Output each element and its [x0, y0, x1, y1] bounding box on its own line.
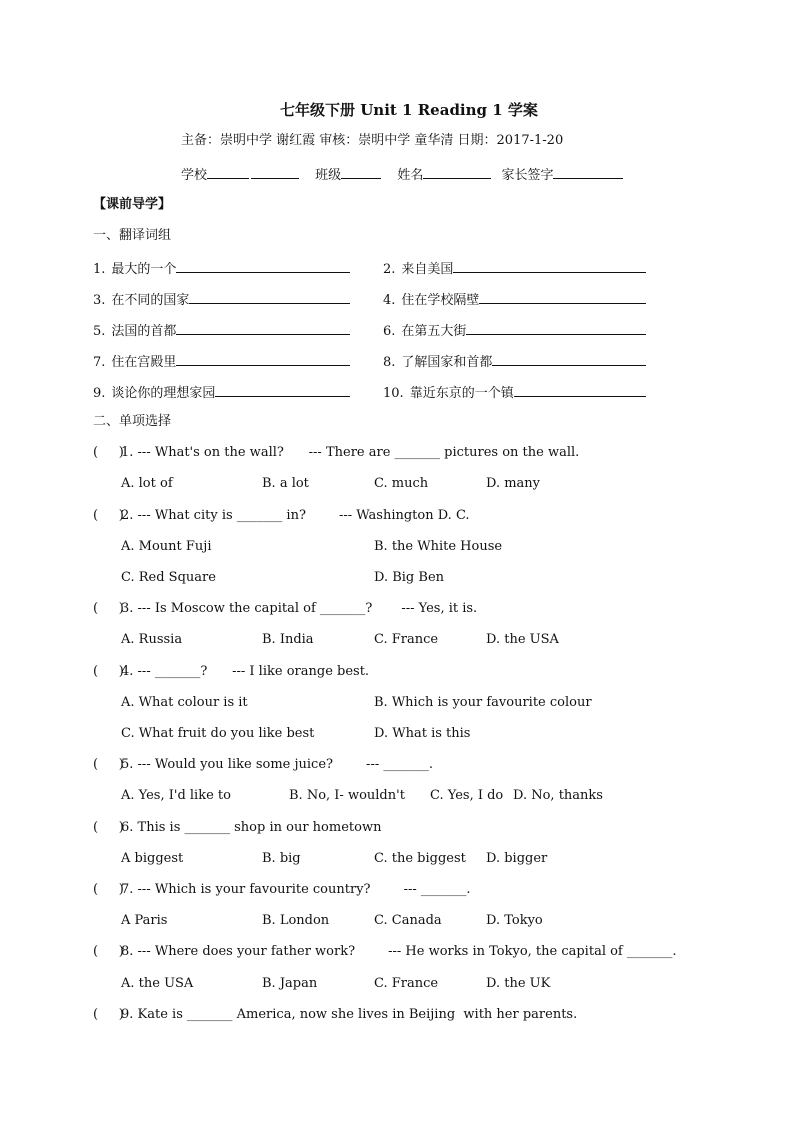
answer-blank[interactable] [176, 352, 350, 366]
option-a: A. Yes, I'd like to [121, 788, 231, 803]
option-b: B. big [262, 851, 301, 866]
question-row [93, 882, 471, 898]
item-number: 4. [383, 293, 396, 308]
school-blank[interactable] [207, 165, 249, 179]
item-number: 3. [93, 293, 106, 308]
name-label: 姓名 [397, 168, 424, 183]
translation-item [383, 321, 646, 340]
item-number: 1. [93, 262, 106, 277]
translation-item [383, 290, 646, 309]
answer-parentheses[interactable]: ( ) [93, 757, 124, 772]
class-label: 班级 [315, 168, 342, 183]
school-blank-2[interactable] [251, 165, 299, 179]
option-d: D. Tokyo [486, 913, 543, 928]
answer-parentheses[interactable]: ( ) [93, 882, 124, 897]
section-pre-study: 【课前导学】 [93, 197, 172, 212]
question-text: 2. --- What city is _______ in? --- Washington D. C. [121, 508, 470, 523]
option-a: A. the USA [121, 976, 194, 991]
question-row [93, 601, 477, 617]
answer-blank[interactable] [479, 290, 646, 304]
option-c: C. What fruit do you like best [121, 726, 315, 741]
option-c: C. Yes, I do [430, 788, 504, 803]
question-text: 3. --- Is Moscow the capital of _______? --- Yes, it is. [121, 601, 478, 616]
part2-heading: 二、单项选择 [93, 414, 172, 429]
item-number: 9. [93, 386, 106, 401]
item-number: 7. [93, 355, 106, 370]
translation-item [93, 352, 350, 371]
question-row [93, 664, 369, 680]
answer-parentheses[interactable]: ( ) [93, 664, 124, 679]
answer-parentheses[interactable]: ( ) [93, 508, 124, 523]
part1-heading: 一、翻译词组 [93, 228, 172, 243]
option-b: B. India [262, 632, 314, 647]
item-number: 2. [383, 262, 396, 277]
option-d: D. the UK [486, 976, 551, 991]
item-number: 10. [383, 386, 404, 401]
option-c: C. Canada [374, 913, 442, 928]
answer-parentheses[interactable]: ( ) [93, 1007, 124, 1022]
question-row [93, 445, 579, 461]
option-a: A. Mount Fuji [121, 539, 212, 554]
option-d: D. the USA [486, 632, 559, 647]
name-blank[interactable] [423, 165, 491, 179]
page-title: 七年级下册 Unit 1 Reading 1 学案 [280, 101, 538, 119]
translation-item [93, 290, 350, 309]
translation-item [93, 259, 350, 278]
item-phrase: 靠近东京的一个镇 [409, 386, 514, 401]
option-a: A Paris [121, 913, 168, 928]
answer-blank[interactable] [453, 259, 646, 273]
item-number: 8. [383, 355, 396, 370]
translation-item [383, 352, 646, 371]
class-blank[interactable] [341, 165, 381, 179]
answer-blank[interactable] [492, 352, 646, 366]
answer-blank[interactable] [514, 383, 646, 397]
option-a: A biggest [121, 851, 184, 866]
answer-blank[interactable] [176, 321, 350, 335]
answer-blank[interactable] [215, 383, 350, 397]
parent-signature-label: 家长签字 [501, 168, 554, 183]
option-d: D. many [486, 476, 541, 491]
item-number: 5. [93, 324, 106, 339]
item-phrase: 谈论你的理想家园 [111, 386, 216, 401]
question-row [93, 757, 433, 773]
item-number: 6. [383, 324, 396, 339]
item-phrase: 法国的首都 [111, 324, 177, 339]
item-phrase: 在不同的国家 [111, 293, 190, 308]
option-b: B. the White House [374, 539, 503, 554]
item-phrase: 了解国家和首都 [401, 355, 493, 370]
answer-parentheses[interactable]: ( ) [93, 820, 124, 835]
item-phrase: 来自美国 [401, 262, 454, 277]
question-row [93, 508, 470, 524]
option-c: C. much [374, 476, 429, 491]
translation-item [383, 259, 646, 278]
question-text: 4. --- _______? --- I like orange best. [121, 664, 370, 679]
question-row [93, 1007, 577, 1023]
option-d: D. What is this [374, 726, 471, 741]
option-b: B. a lot [262, 476, 309, 491]
option-d: D. Big Ben [374, 570, 445, 585]
item-phrase: 住在学校隔壁 [401, 293, 480, 308]
question-text: 1. --- What's on the wall? --- There are _______ pictures on the wall. [121, 445, 580, 460]
question-row [93, 944, 677, 960]
option-c: C. France [374, 976, 439, 991]
school-label: 学校 [181, 168, 208, 183]
option-a: A. lot of [121, 476, 173, 491]
translation-item [93, 383, 350, 402]
question-text: 8. --- Where does your father work? --- He works in Tokyo, the capital of _______. [121, 944, 677, 959]
question-row [93, 820, 381, 836]
question-text: 5. --- Would you like some juice? --- _______. [121, 757, 433, 772]
answer-parentheses[interactable]: ( ) [93, 944, 124, 959]
option-c: C. Red Square [121, 570, 216, 585]
item-phrase: 在第五大街 [401, 324, 467, 339]
author-meta: 主备：崇明中学 谢红霞 审核：崇明中学 童华清 日期：2017-1-20 [181, 133, 564, 148]
question-text: 9. Kate is _______ America, now she lives in Beijing with her parents. [121, 1007, 578, 1022]
option-b: B. No, I- wouldn't [289, 788, 405, 803]
answer-blank[interactable] [176, 259, 350, 273]
option-a: A. What colour is it [121, 695, 248, 710]
option-d: D. bigger [486, 851, 548, 866]
answer-parentheses[interactable]: ( ) [93, 445, 124, 460]
translation-item [383, 383, 646, 402]
parent-signature-blank[interactable] [553, 165, 623, 179]
option-a: A. Russia [121, 632, 183, 647]
option-b: B. Japan [262, 976, 318, 991]
info-line [181, 165, 623, 184]
item-phrase: 住在宫殿里 [111, 355, 177, 370]
option-c: C. France [374, 632, 439, 647]
answer-blank[interactable] [466, 321, 646, 335]
option-b: B. London [262, 913, 330, 928]
item-phrase: 最大的一个 [111, 262, 177, 277]
option-d: D. No, thanks [513, 788, 603, 803]
question-text: 7. --- Which is your favourite country? --- _______. [121, 882, 471, 897]
question-text: 6. This is _______ shop in our hometown [121, 820, 382, 835]
option-b: B. Which is your favourite colour [374, 695, 592, 710]
option-c: C. the biggest [374, 851, 466, 866]
answer-parentheses[interactable]: ( ) [93, 601, 124, 616]
translation-item [93, 321, 350, 340]
answer-blank[interactable] [189, 290, 350, 304]
